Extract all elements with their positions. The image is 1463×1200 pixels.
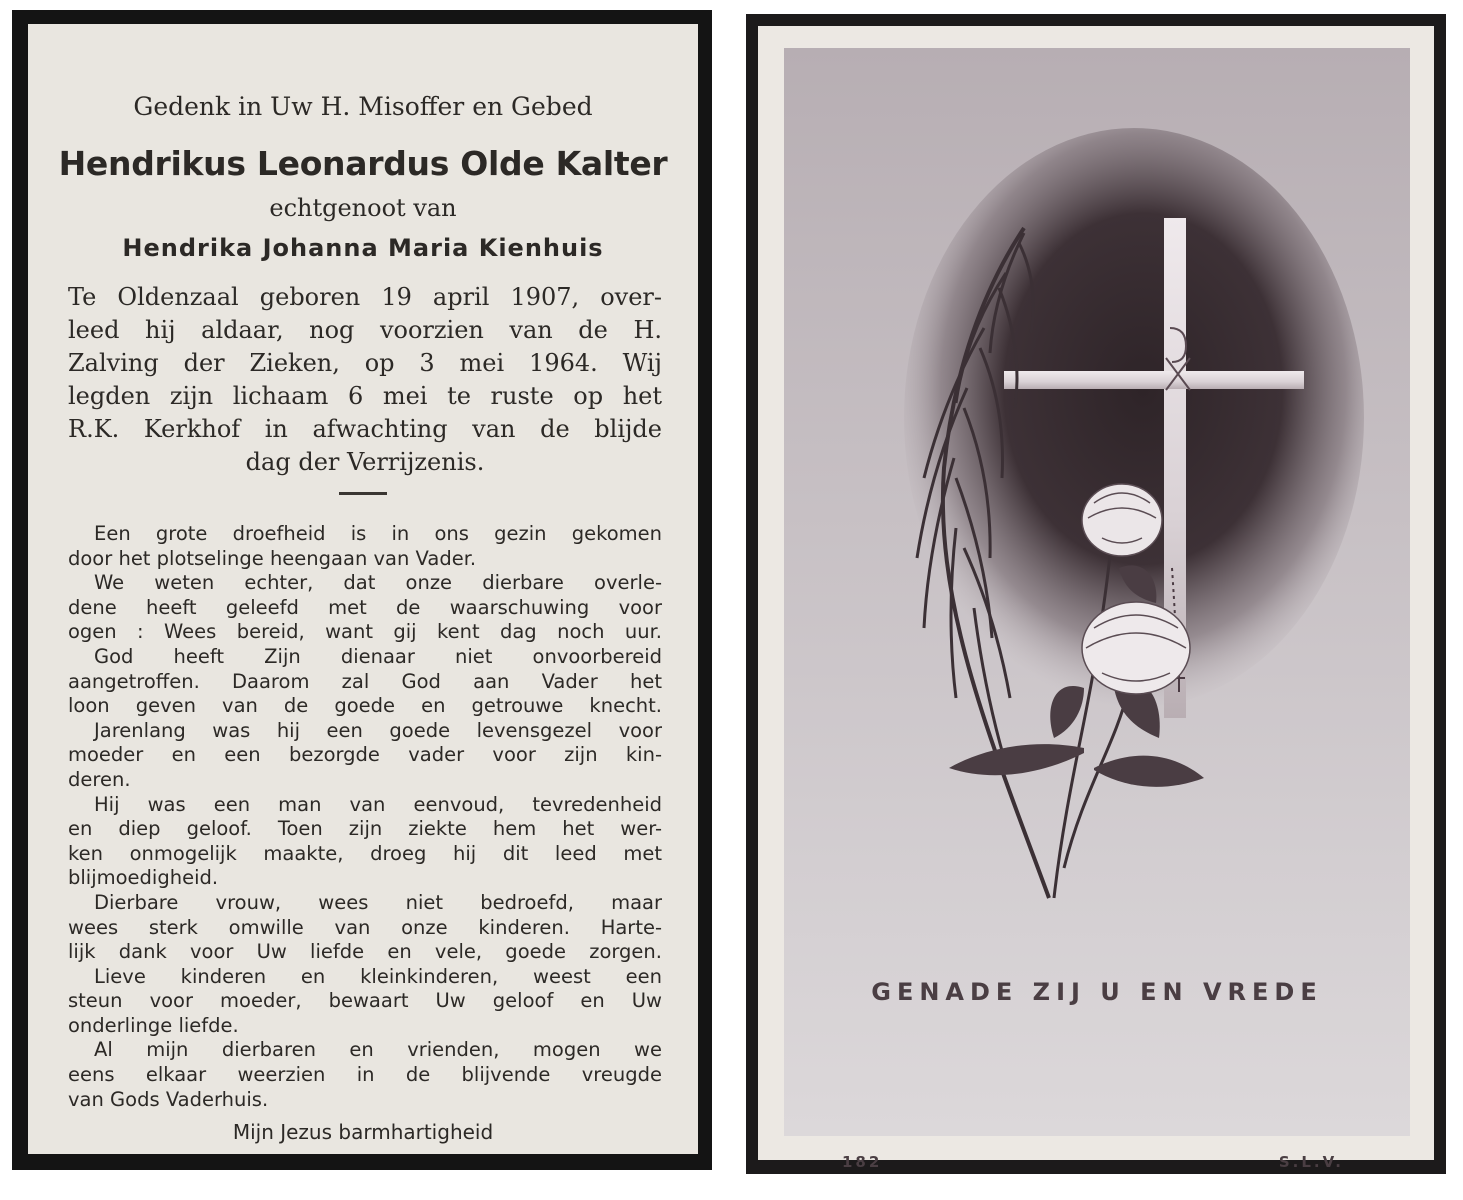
message-line: onderlinge liefde. bbox=[68, 1013, 239, 1037]
message-line: God heeft Zijn dienaar niet onvoorbereid bbox=[94, 644, 662, 668]
relation-line: echtgenoot van bbox=[269, 194, 457, 222]
closing-prayer: Mijn Jezus barmhartigheid bbox=[232, 1120, 494, 1144]
leaf bbox=[949, 744, 1084, 775]
leaf bbox=[1094, 756, 1204, 787]
leaf bbox=[1050, 686, 1084, 738]
message-line: ken onmogelijk maakte, droeg hij dit leed met bbox=[68, 841, 662, 865]
message-line: loon geven van de goede en getrouwe knecht. bbox=[68, 694, 662, 718]
message-line: aangetroffen. Daarom zal God aan Vader het bbox=[68, 669, 662, 693]
message-line: ogen : Wees bereid, want gij kent dag noch uur. bbox=[68, 620, 662, 644]
biography-line: R.K. Kerkhof in afwachting van de blijde bbox=[68, 415, 662, 443]
devotional-print bbox=[784, 48, 1410, 1171]
cross-horizontal-beam bbox=[1004, 371, 1304, 389]
message-line: steun voor moeder, bewaart Uw geloof en Uw bbox=[68, 989, 662, 1013]
message-line: eens elkaar weerzien in de blijvende vreugde bbox=[68, 1063, 662, 1087]
chrysanthemum-flower bbox=[1082, 602, 1190, 694]
chrysanthemum-flower bbox=[1082, 484, 1162, 556]
message-line: door het plotselinge heengaan van Vader. bbox=[68, 546, 477, 570]
publisher-mark: S.L.V. bbox=[1278, 1153, 1344, 1171]
card-frame bbox=[758, 26, 1434, 1171]
card-paper bbox=[28, 24, 698, 1154]
family-message bbox=[68, 522, 662, 1112]
gedenk-line: Gedenk in Uw H. Misoffer en Gebed bbox=[133, 92, 593, 121]
message-line: van Gods Vaderhuis. bbox=[68, 1087, 269, 1111]
biography-line: Te Oldenzaal geboren 19 april 1907, over- bbox=[68, 283, 662, 311]
biography-line: Zalving der Zieken, op 3 mei 1964. Wij bbox=[68, 349, 662, 377]
message-line: blijmoedigheid. bbox=[68, 866, 219, 890]
message-line: Jarenlang was hij een goede levensgezel voor bbox=[94, 718, 662, 742]
message-line: Een grote droefheid is in ons gezin gekomen bbox=[94, 522, 662, 545]
message-line: en diep geloof. Toen zijn ziekte hem het wer- bbox=[68, 817, 662, 841]
divider bbox=[339, 492, 387, 495]
message-line: wees sterk omwille van onze kinderen. Harte- bbox=[68, 915, 662, 939]
message-line: Lieve kinderen en kleinkinderen, weest een bbox=[94, 964, 662, 988]
biography-line: leed hij aldaar, nog voorzien van de H. bbox=[68, 316, 662, 344]
message-line: Hij was een man van eenvoud, tevredenheid bbox=[94, 792, 662, 816]
biography-line: legden zijn lichaam 6 mei te ruste op het bbox=[68, 382, 662, 410]
print-number: 182 bbox=[842, 1153, 883, 1171]
memorial-card-picture-side bbox=[746, 14, 1446, 1174]
message-line: lijk dank voor Uw liefde en vele, goede zorgen. bbox=[68, 940, 662, 964]
message-line: deren. bbox=[68, 767, 131, 791]
biography-line: dag der Verrijzenis. bbox=[245, 448, 485, 476]
message-line: Dierbare vrouw, wees niet bedroefd, maar bbox=[94, 890, 662, 914]
motto: GENADE ZIJ U EN VREDE bbox=[871, 978, 1323, 1006]
biography bbox=[68, 281, 662, 479]
memorial-card-text-side bbox=[12, 10, 712, 1170]
message-line: dene heeft geleefd met de waarschuwing voor bbox=[68, 595, 662, 619]
message-line: moeder en een bezorgde vader voor zijn kin- bbox=[68, 743, 662, 767]
message-line: Al mijn dierbaren en vrienden, mogen we bbox=[94, 1038, 662, 1062]
cross-palm-flower-illustration bbox=[784, 48, 1414, 948]
deceased-name: Hendrikus Leonardus Olde Kalter bbox=[58, 144, 668, 183]
spouse-name: Hendrika Johanna Maria Kienhuis bbox=[122, 234, 604, 262]
message-line: We weten echter, dat onze dierbare overle- bbox=[94, 571, 662, 595]
